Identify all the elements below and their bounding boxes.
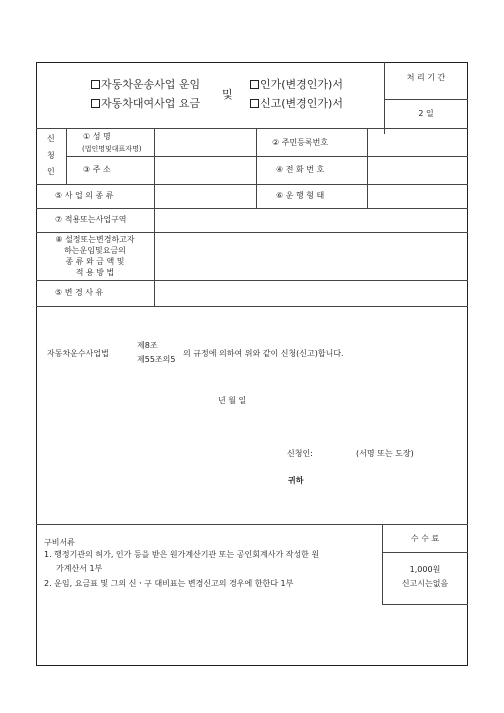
fare-label-3: 종 류 와 금 액 및 [65,257,125,266]
documents-item-2: 2. 운임, 요금표 및 그의 신ㆍ구 대비표는 변경신고의 경우에 한한다 1부 [44,579,294,588]
id-label: ② 주민등록번호 [272,138,329,147]
operation-type-label: ⑥ 운 행 형 태 [276,191,325,200]
right-label-divider [367,128,368,208]
fare-label-4: 적 용 방 법 [75,268,115,277]
phone-label: ④ 전 화 번 호 [276,165,325,174]
applicant-row-line [66,156,468,157]
fee-label-line [382,552,468,553]
header-divider [384,62,385,134]
documents-item-1a: 1. 행정기관의 허가, 인가 등을 받은 원가계산기관 또는 공인회계사가 작성한 원 [44,550,320,559]
fare-label-2: 하는운임및요금의 [64,246,126,255]
fare-label-1: ⑧ 설정또는변경하고자 [55,235,135,244]
reason-label: ⑤ 변 경 사 유 [55,288,104,297]
period-label: 처 리 기 간 [406,73,446,82]
side-label-3: 인 [47,167,55,176]
period-divider [384,99,468,100]
side-label-2: 청 [47,151,55,160]
fee-amount: 1,000원 [409,565,441,574]
fee-bottom-line [382,604,468,605]
applicant-sign-label: 신청인: [287,449,313,458]
documents-title: 구비서류 [44,538,75,547]
title-line1-right: 인가(변경인가)서 [250,79,343,90]
side-label-1: 신 [47,134,55,143]
checkbox-icon [250,99,259,108]
header-bottom-line [36,128,468,129]
documents-top-line [36,524,468,525]
law-article-2: 제55조의5 [137,355,176,364]
checkbox-icon [91,80,100,89]
recipient-label: 귀하 [288,476,304,485]
period-value: 2 일 [418,109,434,118]
fee-label: 수 수 료 [410,534,440,543]
area-label: ⑦ 적용또는사업구역 [55,215,127,224]
area-row-line [36,232,468,233]
fee-note: 신고시는없음 [401,579,449,588]
address-label: ③ 주 소 [83,165,111,174]
title-line2-left: 자동차대여사업 요금 [91,98,200,109]
documents-item-1b: 가계산서 1부 [56,564,103,573]
mid-divider [256,128,257,208]
applicant-bottom-line [36,184,468,185]
reason-row-line [36,306,468,307]
title-and: 및 [222,88,233,101]
statement-text: 의 규정에 의하여 위와 같이 신청(신고)합니다. [183,349,344,358]
checkbox-icon [91,99,100,108]
date-line: 년 월 일 [218,396,247,405]
law-article-1: 제8조 [137,341,158,350]
fare-row-line [36,280,468,281]
business-type-label: ⑤ 사 업 의 종 류 [55,191,114,200]
title-line2-right: 신고(변경인가)서 [250,98,343,109]
sign-note: (서명 또는 도장) [356,449,414,458]
name-sub-label: (법인명및대표자명) [82,145,142,153]
name-label: ① 성 명 [83,132,111,141]
title-line1-left: 자동차운송사업 운임 [91,79,200,90]
law-name: 자동차운수사업법 [47,349,109,358]
business-row-line [36,208,468,209]
checkbox-icon [250,80,259,89]
